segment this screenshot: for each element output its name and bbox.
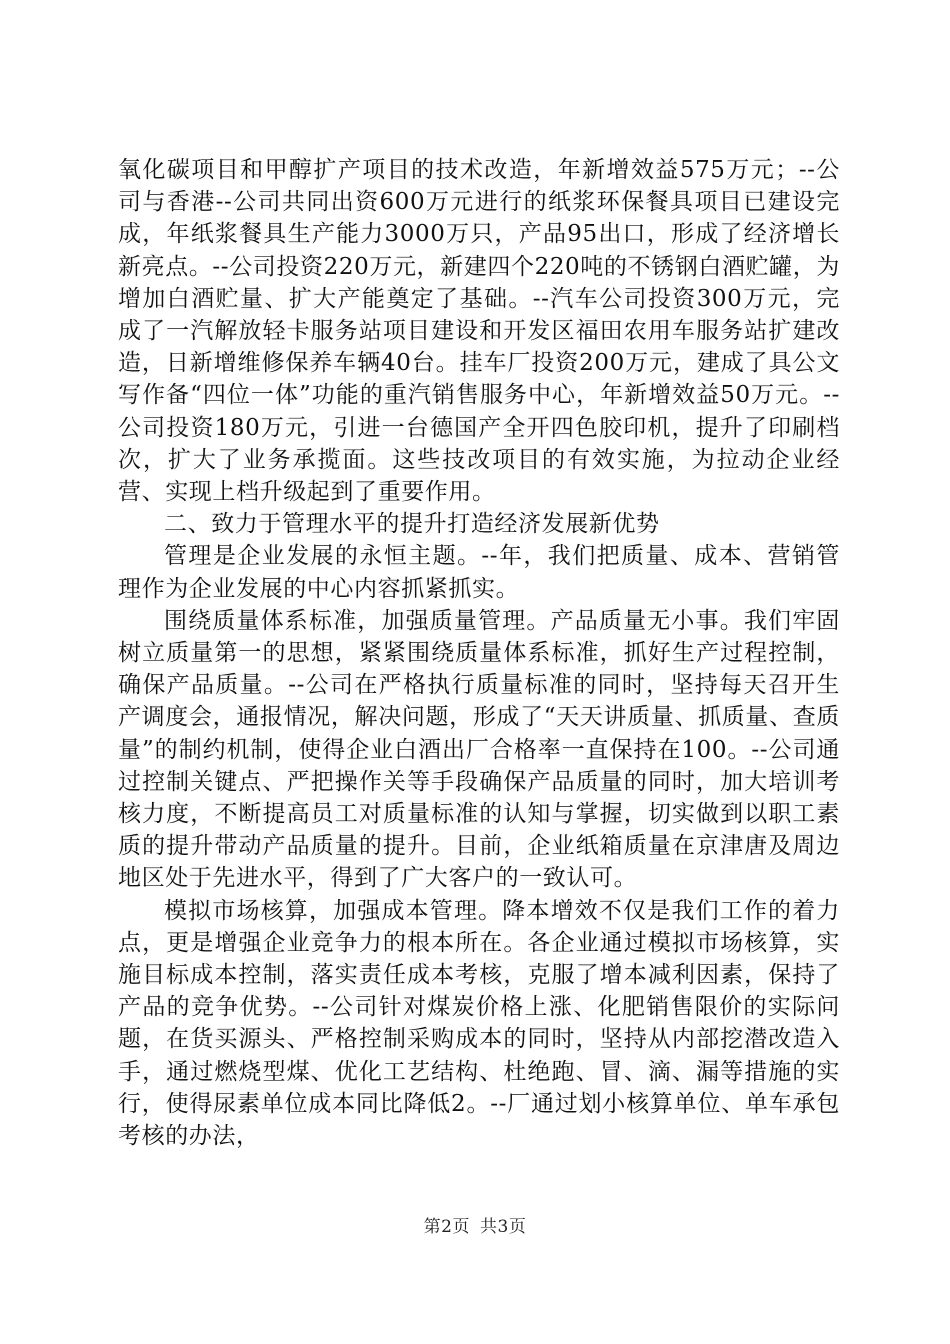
document-body: [118, 154, 840, 1152]
section-heading: 二、致力于管理水平的提升打造经济发展新优势: [164, 511, 660, 538]
paragraph-tech-projects: 氧化碳项目和甲醇扩产项目的技术改造，年新增效益575万元；--公司与香港--公司共同出资600万元进行的纸浆环保餐具项目已建设完成，年纸浆餐具生产能力3000万只，产品95出口，形成了经济增长新亮点。--公司投资220万元，新建四个220吨的不锈钢白酒贮罐，为增加白酒贮量、扩大产能奠定了基础。--汽车公司投资300万元，完成了一汽解放轻卡服务站项目建设和开发区福田农用车服务站扩建改造，日新增维修保养车辆40台。挂车厂投资200万元，建成了具公文写作备“四位一体”功能的重汽销售服务中心，年新增效益50万元。--公司投资180万元，引进一台德国产全开四色胶印机，提升了印刷档次，扩大了业务承揽面。这些技改项目的有效实施，为拉动企业经营、实现上档升级起到了重要作用。: [118, 157, 840, 506]
page-number: 第2页: [423, 1217, 470, 1237]
paragraph-cost: 模拟市场核算，加强成本管理。降本增效不仅是我们工作的着力点，更是增强企业竞争力的根本所在。各企业通过模拟市场核算，实施目标成本控制，落实责任成本考核，克服了增本减利因素，保持了产品的竞争优势。--公司针对煤炭价格上涨、化肥销售限价的实际问题，在货买源头、严格控制采购成本的同时，坚持从内部挖潜改造入手，通过燃烧型煤、优化工艺结构、杜绝跑、冒、滴、漏等措施的实行，使得尿素单位成本同比降低2。--厂通过划小核算单位、单车承包考核的办法，: [118, 897, 840, 1150]
page-footer: [0, 1212, 950, 1237]
paragraph-quality: 围绕质量体系标准，加强质量管理。产品质量无小事。我们牢固树立质量第一的思想，紧紧围绕质量体系标准，抓好生产过程控制，确保产品质量。--公司在严格执行质量标准的同时，坚持每天召开生产调度会，通报情况，解决问题，形成了“天天讲质量、抓质量、查质量”的制约机制，使得企业白酒出厂合格率一直保持在100。--公司通过控制关键点、严把操作关等手段确保产品质量的同时，加大培训考核力度，不断提高员工对质量标准的认知与掌握，切实做到以职工素质的提升带动产品质量的提升。目前，企业纸箱质量在京津唐及周边地区处于先进水平，得到了广大客户的一致认可。: [118, 607, 840, 892]
page-total: 共3页: [480, 1217, 527, 1237]
paragraph-management: 管理是企业发展的永恒主题。--年，我们把质量、成本、营销管理作为企业发展的中心内容抓紧抓实。: [118, 543, 840, 602]
